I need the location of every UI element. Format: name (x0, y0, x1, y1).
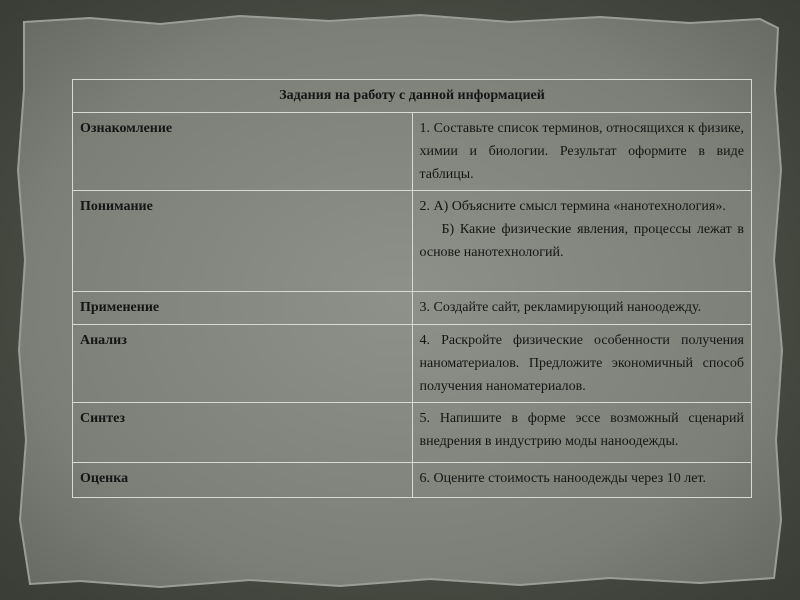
row-task-application: 3. Создайте сайт, рекламирующий наноодежду. (412, 292, 752, 325)
task-table-container (72, 79, 752, 498)
table-row (73, 292, 752, 325)
row-task-evaluation: 6. Оцените стоимость наноодежды через 10 лет. (412, 463, 752, 498)
table-row (73, 113, 752, 191)
row-label-familiarization: Ознакомление (73, 113, 413, 191)
table-header: Задания на работу с данной информацией (73, 80, 752, 113)
table-row (73, 463, 752, 498)
row-label-application: Применение (73, 292, 413, 325)
table-row (73, 403, 752, 463)
row-task-synthesis: 5. Напишите в форме эссе возможный сценарий внедрения в индустрию моды наноодежды. (412, 403, 752, 463)
row-task-familiarization: 1. Составьте список терминов, относящихся к физике, химии и биологии. Результат оформите в виде таблицы. (412, 113, 752, 191)
row-label-analysis: Анализ (73, 325, 413, 403)
row-label-evaluation: Оценка (73, 463, 413, 498)
row-label-synthesis: Синтез (73, 403, 413, 463)
table-row (73, 191, 752, 292)
task-part-b: Б) Какие физические явления, процессы лежат в основе нанотехнологий. (419, 222, 744, 260)
row-task-analysis: 4. Раскройте физические особенности получения наноматериалов. Предложите экономичный способ получения наноматериалов. (412, 325, 752, 403)
task-part-a: 2. А) Объясните смысл термина «нанотехнология». (419, 199, 726, 214)
row-task-understanding (412, 191, 752, 292)
task-table (72, 79, 752, 498)
row-label-understanding: Понимание (73, 191, 413, 292)
table-row (73, 325, 752, 403)
